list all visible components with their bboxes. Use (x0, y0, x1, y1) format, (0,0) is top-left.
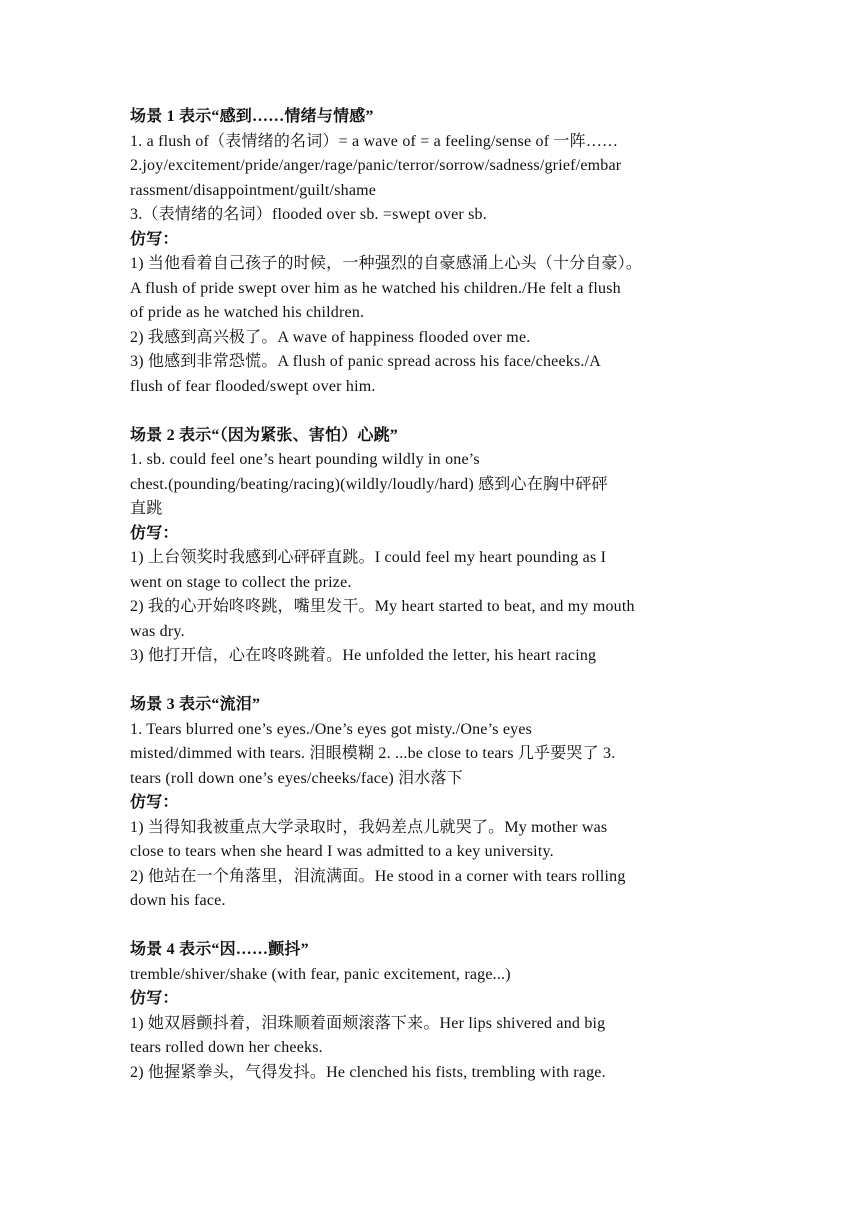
scenario-section-4 (130, 938, 755, 1085)
practice-sentence: flush of fear flooded/swept over him. (130, 377, 376, 395)
scenario-title: 场景 2 表示“（因为紧张、害怕）心跳” (130, 426, 399, 444)
scenario-section-3 (130, 693, 755, 914)
section-spacer (130, 399, 755, 424)
phrase-line: 1. Tears blurred one’s eyes./One’s eyes got misty./One’s eyes (130, 720, 533, 738)
phrase-line: 3.（表情绪的名词）flooded over sb. =swept over sb. (130, 206, 487, 223)
practice-label: 仿写： (130, 524, 179, 542)
practice-sentence: 1) 上台领奖时我感到心砰砰直跳。I could feel my heart pounding as I (130, 549, 607, 566)
practice-label: 仿写： (130, 230, 179, 248)
practice-sentence: 1) 她双唇颤抖着，泪珠顺着面颊滚落下来。Her lips shivered and big (130, 1014, 606, 1032)
practice-sentence: 3) 他打开信，心在咚咚跳着。He unfolded the letter, his heart racing (130, 647, 597, 664)
phrase-line: chest.(pounding/beating/racing)(wildly/loudly/hard) 感到心在胸中砰砰 (130, 475, 608, 493)
scenario-title: 场景 4 表示“因……颤抖” (130, 941, 309, 958)
section-spacer (130, 914, 755, 939)
scenario-title: 场景 3 表示“流泪” (130, 696, 261, 713)
practice-sentence: 2) 我感到高兴极了。A wave of happiness flooded over me. (130, 328, 531, 346)
document-body (130, 105, 755, 1085)
practice-sentence: of pride as he watched his children. (130, 304, 365, 321)
phrase-line: 直跳 (130, 500, 163, 517)
phrase-line: 1. a flush of（表情绪的名词）= a wave of = a feeling/sense of 一阵…… (130, 132, 619, 150)
practice-sentence: 2) 我的心开始咚咚跳，嘴里发干。My heart started to beat, and my mouth (130, 598, 635, 615)
practice-sentence: 3) 他感到非常恐慌。A flush of panic spread across his face/cheeks./A (130, 353, 602, 370)
practice-sentence: 1) 当得知我被重点大学录取时，我妈差点儿就哭了。My mother was (130, 818, 608, 836)
phrase-line: tears (roll down one’s eyes/cheeks/face) 泪水落下 (130, 769, 463, 787)
practice-sentence: 2) 他握紧拳头，气得发抖。He clenched his fists, trembling with rage. (130, 1063, 606, 1081)
phrase-line: rassment/disappointment/guilt/shame (130, 181, 377, 199)
phrase-line: 1. sb. could feel one’s heart pounding wildly in one’s (130, 451, 480, 468)
practice-label: 仿写： (130, 794, 179, 811)
scenario-title: 场景 1 表示“感到……情绪与情感” (130, 108, 374, 125)
section-spacer (130, 669, 755, 694)
practice-sentence: close to tears when she heard I was admitted to a key university. (130, 843, 554, 860)
practice-sentence: went on stage to collect the prize. (130, 573, 352, 591)
scenario-section-2 (130, 424, 755, 669)
practice-sentence: 1) 当他看着自己孩子的时候，一种强烈的自豪感涌上心头（十分自豪）。 (130, 255, 643, 272)
practice-label: 仿写： (130, 990, 179, 1007)
practice-sentence: down his face. (130, 892, 226, 909)
practice-sentence: was dry. (130, 622, 185, 640)
phrase-line: misted/dimmed with tears. 泪眼模糊 2. ...be close to tears 几乎要哭了 3. (130, 745, 616, 762)
phrase-line: tremble/shiver/shake (with fear, panic excitement, rage...) (130, 965, 511, 983)
practice-sentence: A flush of pride swept over him as he watched his children./He felt a flush (130, 279, 621, 297)
practice-sentence: 2) 他站在一个角落里，泪流满面。He stood in a corner with tears rolling (130, 867, 626, 885)
scenario-section-1 (130, 105, 755, 399)
phrase-line: 2.joy/excitement/pride/anger/rage/panic/terror/sorrow/sadness/grief/embar (130, 157, 622, 174)
practice-sentence: tears rolled down her cheeks. (130, 1039, 323, 1056)
